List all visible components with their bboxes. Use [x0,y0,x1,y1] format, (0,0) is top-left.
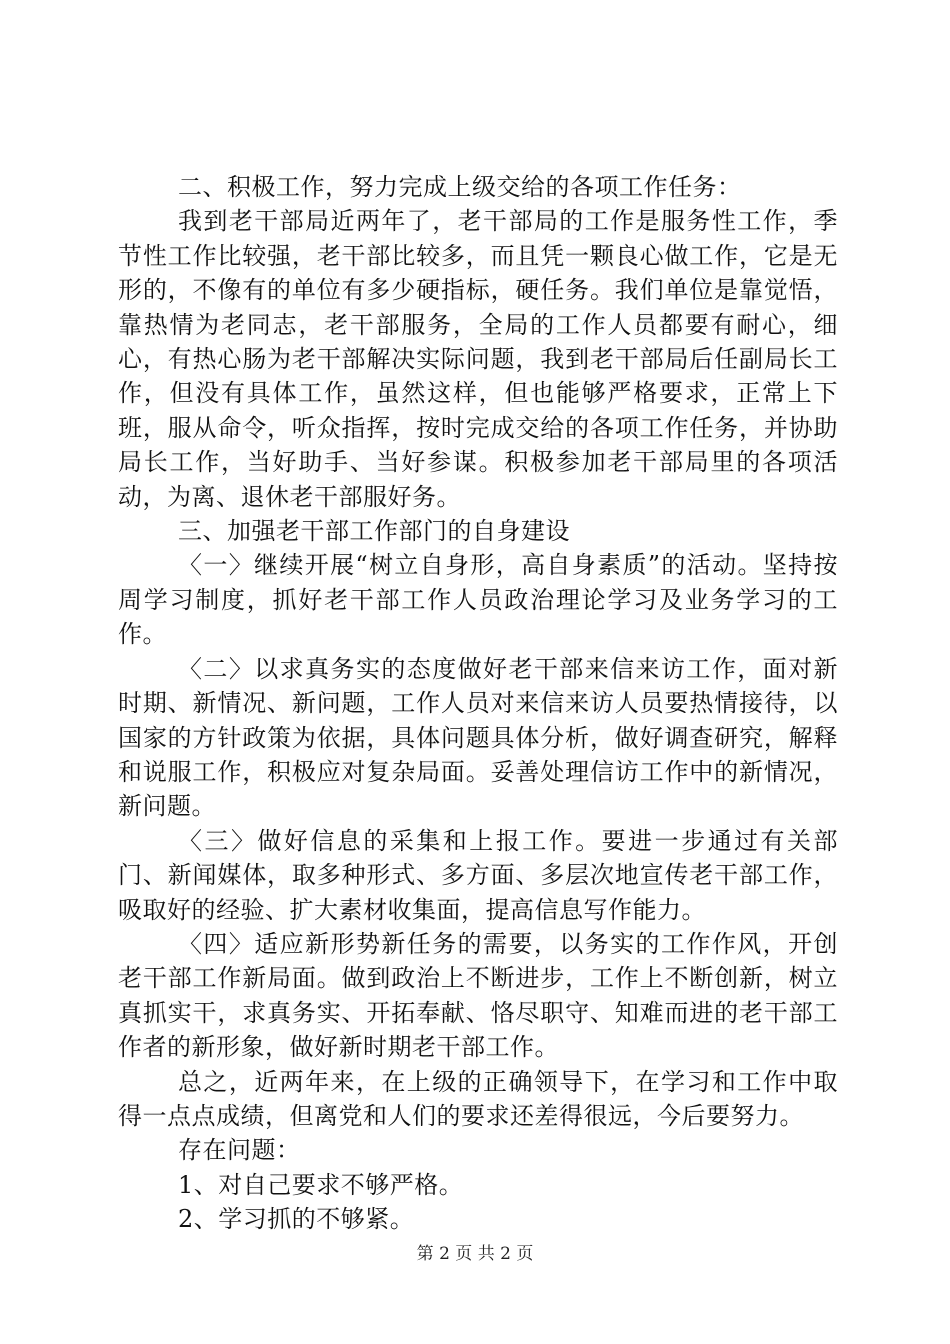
paragraph-item-two: 〈二〉以求真务实的态度做好老干部来信来访工作，面对新时期、新情况、新问题，工作人员对来信来访人员要热情接待，以国家的方针政策为依据，具体问题具体分析，做好调查研究，解释和说服工作，积极应对复杂局面。妥善处理信访工作中的新情况，新问题。 [118,654,838,821]
paragraph-section-two-heading: 二、积极工作，努力完成上级交给的各项工作任务： [178,173,742,201]
document-body [118,170,838,1237]
page-footer: 第 2 页 共 2 页 [416,1244,534,1264]
paragraph-section-three-heading: 三、加强老干部工作部门的自身建设 [178,517,570,546]
paragraph-item-four: 〈四〉适应新形势新任务的需要，以务实的工作作风，开创老干部工作新局面。做到政治上不断进步，工作上不断创新，树立真抓实干，求真务实、开拓奉献、恪尽职守、知难而进的老干部工作者的新形象，做好新时期老干部工作。 [118,929,838,1062]
paragraph-problems-heading: 存在问题： [178,1136,301,1165]
paragraph-summary: 总之，近两年来，在上级的正确领导下，在学习和工作中取得一点点成绩，但离党和人们的要求还差得很远，今后要努力。 [118,1067,838,1130]
paragraph-problem-one: 1、对自己要求不够严格。 [178,1170,464,1199]
paragraph-work-description: 我到老干部局近两年了，老干部局的工作是服务性工作，季节性工作比较强，老干部比较多，而且凭一颗良心做工作，它是无形的，不像有的单位有多少硬指标，硬任务。我们单位是靠觉悟，靠热情为老同志，老干部服务，全局的工作人员都要有耐心，细心，有热心肠为老干部解决实际问题，我到老干部局后任副局长工作，但没有具体工作，虽然这样，但也能够严格要求，正常上下班，服从命令，听众指挥，按时完成交给的各项工作任务，并协助局长工作，当好助手、当好参谋。积极参加老干部局里的各项活动，为离、退休老干部服好务。 [118,207,838,511]
paragraph-problem-two: 2、学习抓的不够紧。 [178,1205,415,1234]
paragraph-item-one: 〈一〉继续开展“树立自身形，高自身素质”的活动。坚持按周学习制度，抓好老干部工作人员政治理论学习及业务学习的工作。 [118,551,838,649]
paragraph-item-three: 〈三〉做好信息的采集和上报工作。要进一步通过有关部门、新闻媒体，取多种形式、多方面、多层次地宣传老干部工作，吸取好的经验、扩大素材收集面，提高信息写作能力。 [118,826,838,924]
